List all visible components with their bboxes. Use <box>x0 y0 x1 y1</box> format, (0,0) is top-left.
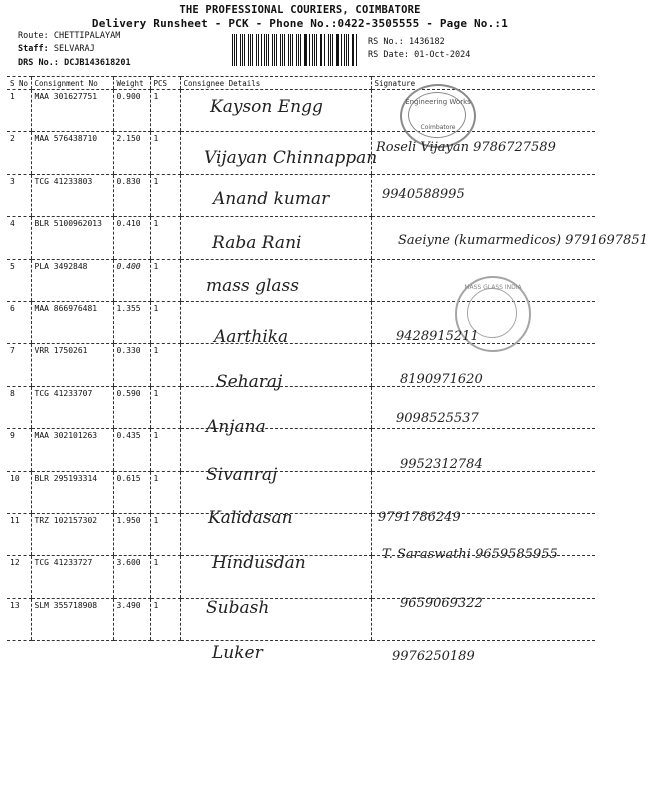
col-consignment: Consignment No <box>31 77 113 90</box>
barcode-bar <box>276 34 277 66</box>
cell-sno: 3 <box>7 174 31 216</box>
cell-weight: 3.600 <box>113 556 150 598</box>
cell-sno: 13 <box>7 598 31 640</box>
engineering-works-stamp <box>400 84 476 148</box>
cell-sno: 6 <box>7 301 31 343</box>
barcode-bar <box>330 34 331 66</box>
barcode-bar <box>240 34 241 66</box>
cell-weight: 0.400 <box>113 259 150 301</box>
cell-sno: 4 <box>7 217 31 259</box>
cell-pcs: 1 <box>150 513 180 555</box>
cell-pcs: 1 <box>150 429 180 471</box>
stamp1-sub: Coimbatore <box>420 124 456 131</box>
table-row <box>7 471 595 513</box>
cell-pcs: 1 <box>150 217 180 259</box>
handwritten-signature: 9098525537 <box>396 411 479 427</box>
cell-sno: 10 <box>7 471 31 513</box>
rs-date-label: RS Date: <box>368 50 409 60</box>
cell-sno: 5 <box>7 259 31 301</box>
runsheet-subtitle: Delivery Runsheet - PCK - Phone No.:0422-3505555 - Page No.:1 <box>91 17 509 30</box>
handwritten-signature: 9428915211 <box>396 329 479 344</box>
stamp2-text: MASS GLASS INDIA <box>464 284 522 291</box>
handwritten-signature: 9976250189 <box>392 649 475 665</box>
handwritten-signature: 9940588995 <box>382 187 465 203</box>
barcode-bar <box>324 34 325 66</box>
route-value: CHETTIPALAYAM <box>53 31 121 41</box>
col-consignee: Consignee Details <box>180 77 371 90</box>
rs-no-info <box>368 37 445 47</box>
cell-sno: 7 <box>7 344 31 386</box>
handwritten-signature: 8190971620 <box>400 372 483 388</box>
barcode-bar <box>304 34 305 66</box>
cell-pcs: 1 <box>150 132 180 174</box>
cell-pcs: 1 <box>150 386 180 428</box>
cell-pcs: 1 <box>150 174 180 216</box>
staff-value: SELVARAJ <box>53 44 95 54</box>
cell-consignment: MAA 866976481 <box>31 301 113 343</box>
cell-sno: 8 <box>7 386 31 428</box>
handwritten-consignee: Vijayan Chinnappan <box>204 148 378 169</box>
handwritten-consignee: Anand kumar <box>213 189 330 210</box>
drs-info <box>18 58 131 68</box>
cell-consignment: MAA 576438710 <box>31 132 113 174</box>
cell-weight: 0.830 <box>113 174 150 216</box>
cell-pcs: 1 <box>150 90 180 132</box>
barcode-bar <box>352 34 353 66</box>
cell-consignment: PLA 3492848 <box>31 259 113 301</box>
handwritten-consignee: Seharaj <box>216 372 283 393</box>
cell-sno: 2 <box>7 132 31 174</box>
handwritten-consignee: mass glass <box>206 275 300 296</box>
cell-pcs: 1 <box>150 259 180 301</box>
barcode-bar <box>288 34 289 66</box>
table-row <box>7 429 595 471</box>
handwritten-consignee: Kalidasan <box>208 507 293 528</box>
handwritten-consignee: Anjana <box>206 417 266 438</box>
handwritten-consignee: Subash <box>206 598 270 619</box>
rs-date-value: 01-Oct-2024 <box>414 50 471 60</box>
barcode-bar <box>244 34 245 66</box>
cell-consignment: SLM 355718908 <box>31 598 113 640</box>
rs-no-value: 1436182 <box>408 37 445 47</box>
cell-consignment: BLR 5100962013 <box>31 217 113 259</box>
table-row <box>7 598 595 640</box>
cell-sno: 11 <box>7 513 31 555</box>
barcode-bar <box>296 34 297 66</box>
route-label: Route: <box>18 31 49 41</box>
table-header-row <box>7 77 595 90</box>
barcode-bar <box>282 34 283 66</box>
cell-weight: 3.490 <box>113 598 150 640</box>
cell-sno: 12 <box>7 556 31 598</box>
cell-weight: 0.330 <box>113 344 150 386</box>
barcode-bar <box>264 34 265 66</box>
handwritten-signature: T. Saraswathi 9659585955 <box>382 547 558 562</box>
handwritten-consignee: Sivanraj <box>206 464 278 485</box>
cell-weight: 0.435 <box>113 429 150 471</box>
cell-weight: 1.355 <box>113 301 150 343</box>
cell-pcs: 1 <box>150 301 180 343</box>
handwritten-signature: Roseli Vijayan 9786727589 <box>376 140 556 156</box>
handwritten-consignee: Kayson Engg <box>210 97 323 117</box>
handwritten-signature: 9791786249 <box>378 509 461 525</box>
cell-pcs: 1 <box>150 344 180 386</box>
table-row <box>7 344 595 386</box>
cell-sno: 1 <box>7 90 31 132</box>
cell-weight: 0.590 <box>113 386 150 428</box>
barcode-bar <box>337 34 338 66</box>
col-signature: Signature <box>371 77 595 90</box>
cell-weight: 0.615 <box>113 471 150 513</box>
company-title: THE PROFESSIONAL COURIERS, COIMBATORE <box>179 4 421 16</box>
barcode-bar <box>305 34 306 66</box>
cell-pcs: 1 <box>150 556 180 598</box>
barcode-bar <box>268 34 269 66</box>
barcode-bar <box>232 34 233 66</box>
barcode-bar <box>312 34 313 66</box>
handwritten-signature: 9659069322 <box>400 596 483 612</box>
rs-no-label: RS No.: <box>368 37 404 47</box>
barcode-bar <box>321 34 322 66</box>
cell-consignment: MAA 301627751 <box>31 90 113 132</box>
table-row <box>7 386 595 428</box>
staff-info <box>18 44 95 54</box>
cell-signature <box>371 556 595 598</box>
barcode-bar <box>356 34 357 66</box>
stamp1-text: Engineering Works <box>405 98 471 106</box>
cell-consignment: MAA 302101263 <box>31 429 113 471</box>
cell-consignment: VRR 1750261 <box>31 344 113 386</box>
drs-label: DRS No.: <box>18 58 59 68</box>
barcode-bar <box>256 34 257 66</box>
cell-weight: 2.150 <box>113 132 150 174</box>
handwritten-signature: Saeiyne (kumarmedicos) 9791697851 <box>398 232 648 248</box>
col-sno: S No <box>7 77 31 90</box>
handwritten-signature: 9952312784 <box>400 456 483 472</box>
cell-consignment: TCG 41233803 <box>31 174 113 216</box>
cell-pcs: 1 <box>150 471 180 513</box>
cell-consignment: TCG 41233707 <box>31 386 113 428</box>
col-weight: Weight <box>113 77 150 90</box>
handwritten-consignee: Raba Rani <box>212 232 302 253</box>
barcode-bar <box>252 34 253 66</box>
cell-signature <box>371 471 595 513</box>
cell-consignment: BLR 295193314 <box>31 471 113 513</box>
drs-value: DCJB143618201 <box>64 58 131 68</box>
cell-weight: 0.900 <box>113 90 150 132</box>
handwritten-consignee: Aarthika <box>214 327 289 347</box>
cell-sno: 9 <box>7 429 31 471</box>
cell-weight: 0.410 <box>113 217 150 259</box>
barcode-bar <box>344 34 345 66</box>
cell-weight: 1.950 <box>113 513 150 555</box>
staff-label: Staff: <box>18 44 49 54</box>
handwritten-consignee: Luker <box>212 643 263 664</box>
route-info <box>18 31 120 41</box>
cell-consignment: TRZ 102157302 <box>31 513 113 555</box>
cell-pcs: 1 <box>150 598 180 640</box>
handwritten-consignee: Hindusdan <box>212 553 306 573</box>
cell-consignment: TCG 41233727 <box>31 556 113 598</box>
col-pcs: PCS <box>150 77 180 90</box>
barcode <box>232 34 360 66</box>
rs-date-info <box>368 50 470 60</box>
